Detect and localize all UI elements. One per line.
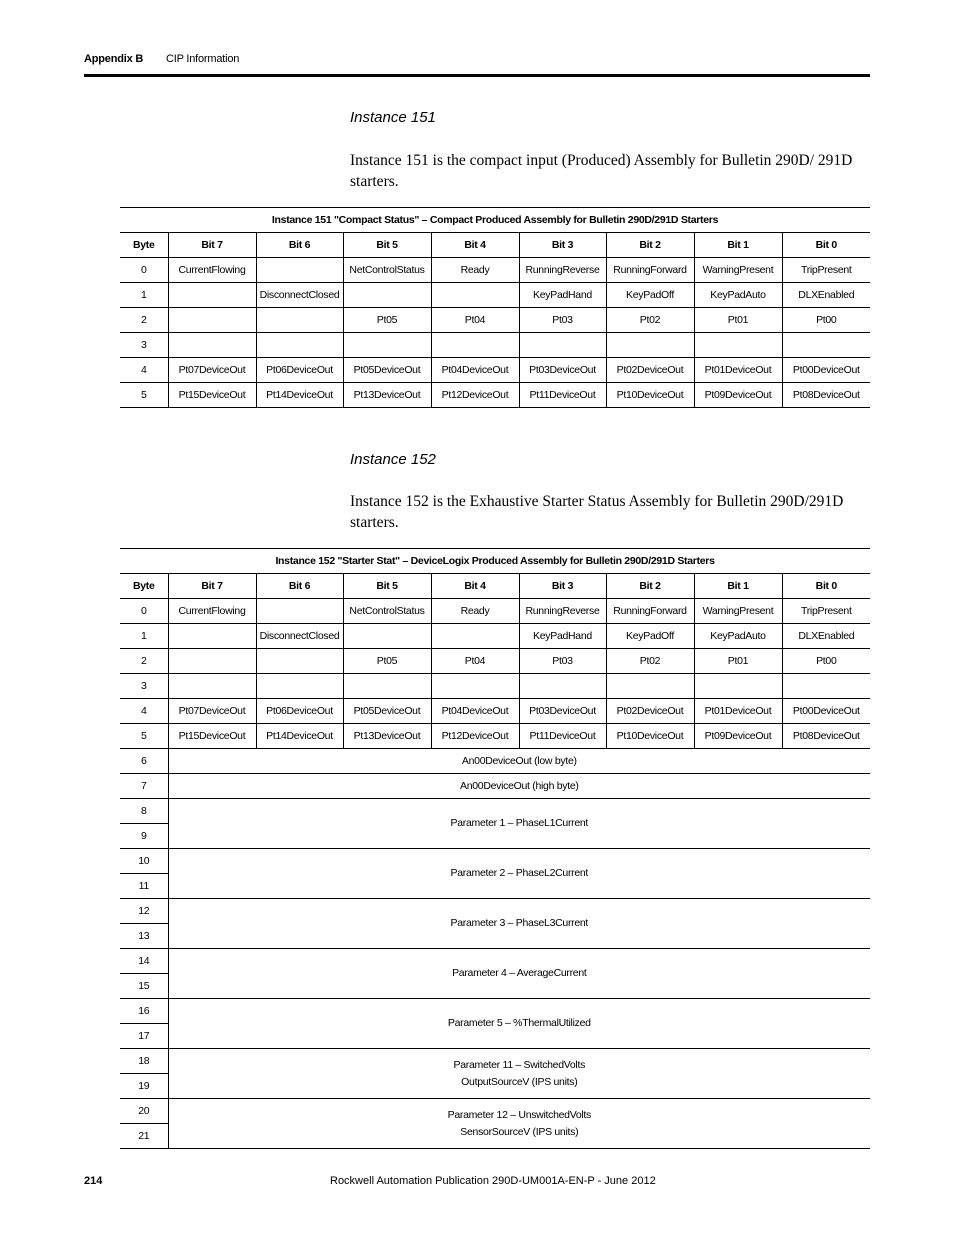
table-row xyxy=(120,724,870,749)
parameter-line: Parameter 5 – %ThermalUtilized xyxy=(447,1017,591,1029)
bit-cell: TripPresent xyxy=(782,258,870,283)
column-header: Bit 7 xyxy=(168,574,256,599)
table-row xyxy=(120,599,870,624)
bit-cell: DLXEnabled xyxy=(782,624,870,649)
bit-cell xyxy=(694,333,782,358)
column-header: Bit 2 xyxy=(606,233,694,258)
parameter-cell xyxy=(168,949,870,999)
column-header: Bit 1 xyxy=(694,574,782,599)
byte-cell: 5 xyxy=(120,383,168,408)
parameter-line: Parameter 12 – UnswitchedVolts xyxy=(447,1108,591,1121)
table-row xyxy=(120,383,870,408)
bit-cell xyxy=(256,333,343,358)
bit-cell: Pt03DeviceOut xyxy=(519,358,606,383)
column-header: Bit 6 xyxy=(256,574,343,599)
bit-cell xyxy=(256,649,343,674)
byte-cell: 8 xyxy=(120,799,168,824)
table-row xyxy=(120,849,870,874)
bit-cell xyxy=(343,333,431,358)
table-row xyxy=(120,674,870,699)
bit-cell: Pt06DeviceOut xyxy=(256,699,343,724)
table-row xyxy=(120,624,870,649)
parameter-line: Parameter 3 – PhaseL3Current xyxy=(450,917,589,929)
bit-cell: Pt05DeviceOut xyxy=(343,358,431,383)
bit-cell xyxy=(606,674,694,699)
table-row xyxy=(120,649,870,674)
bit-cell: Pt02 xyxy=(606,308,694,333)
parameter-cell xyxy=(168,999,870,1049)
bit-cell: KeyPadHand xyxy=(519,283,606,308)
table-row xyxy=(120,949,870,974)
parameter-line: SensorSourceV (IPS units) xyxy=(460,1125,579,1138)
bit-cell: NetControlStatus xyxy=(343,258,431,283)
bit-cell: Pt12DeviceOut xyxy=(431,724,519,749)
bit-cell xyxy=(431,283,519,308)
bit-cell xyxy=(431,333,519,358)
column-header: Bit 4 xyxy=(431,574,519,599)
bit-cell: Pt15DeviceOut xyxy=(168,724,256,749)
byte-cell: 0 xyxy=(120,258,168,283)
table-row xyxy=(120,1099,870,1124)
bit-cell: Pt04 xyxy=(431,649,519,674)
bit-cell: KeyPadAuto xyxy=(694,624,782,649)
byte-cell: 16 xyxy=(120,999,168,1024)
bit-cell: RunningForward xyxy=(606,599,694,624)
bit-cell: Pt00DeviceOut xyxy=(782,699,870,724)
bit-cell: KeyPadOff xyxy=(606,283,694,308)
page-number: 214 xyxy=(84,1175,103,1187)
byte-cell: 12 xyxy=(120,899,168,924)
bit-cell: Pt00 xyxy=(782,649,870,674)
chapter-title: CIP Information xyxy=(165,53,240,65)
bit-cell: Pt14DeviceOut xyxy=(256,724,343,749)
instance-151-heading: Instance 151 xyxy=(350,109,436,126)
table-title: Instance 152 "Starter Stat" – DeviceLogix Produced Assembly for Bulletin 290D/291D Starters xyxy=(120,549,870,574)
bit-cell: Pt07DeviceOut xyxy=(168,699,256,724)
bit-cell: Pt02DeviceOut xyxy=(606,358,694,383)
parameter-cell xyxy=(168,1049,870,1099)
byte-cell: 2 xyxy=(120,308,168,333)
column-header: Bit 0 xyxy=(782,233,870,258)
column-header: Bit 3 xyxy=(519,233,606,258)
byte-cell: 3 xyxy=(120,333,168,358)
byte-cell: 19 xyxy=(120,1074,168,1099)
bit-cell: WarningPresent xyxy=(694,599,782,624)
bit-cell: Pt07DeviceOut xyxy=(168,358,256,383)
parameter-line: OutputSourceV (IPS units) xyxy=(461,1075,578,1088)
value-cell: An00DeviceOut (high byte) xyxy=(168,774,870,799)
bit-cell xyxy=(256,258,343,283)
bit-cell xyxy=(256,674,343,699)
table-row xyxy=(120,333,870,358)
bit-cell xyxy=(606,333,694,358)
bit-cell: Pt14DeviceOut xyxy=(256,383,343,408)
value-cell: An00DeviceOut (low byte) xyxy=(168,749,870,774)
parameter-line: Parameter 4 – AverageCurrent xyxy=(452,967,587,979)
bit-cell xyxy=(343,624,431,649)
table-row xyxy=(120,899,870,924)
bit-cell: DLXEnabled xyxy=(782,283,870,308)
byte-cell: 5 xyxy=(120,724,168,749)
bit-cell: CurrentFlowing xyxy=(168,258,256,283)
bit-cell: Pt03 xyxy=(519,649,606,674)
table-row xyxy=(120,749,870,774)
bit-cell xyxy=(168,333,256,358)
table-row xyxy=(120,283,870,308)
bit-cell: Pt10DeviceOut xyxy=(606,383,694,408)
table-title: Instance 151 "Compact Status" – Compact Produced Assembly for Bulletin 290D/291D Starters xyxy=(120,208,870,233)
bit-cell: Pt03DeviceOut xyxy=(519,699,606,724)
parameter-cell xyxy=(168,1099,870,1149)
bit-cell: Pt01DeviceOut xyxy=(694,699,782,724)
bit-cell: Ready xyxy=(431,599,519,624)
bit-cell: Pt15DeviceOut xyxy=(168,383,256,408)
byte-cell: 7 xyxy=(120,774,168,799)
byte-cell: 21 xyxy=(120,1124,168,1149)
bit-cell: RunningReverse xyxy=(519,258,606,283)
bit-cell: CurrentFlowing xyxy=(168,599,256,624)
bit-cell: Pt04 xyxy=(431,308,519,333)
byte-cell: 9 xyxy=(120,824,168,849)
column-header: Bit 7 xyxy=(168,233,256,258)
parameter-line: Parameter 11 – SwitchedVolts xyxy=(453,1058,586,1071)
bit-cell: Pt13DeviceOut xyxy=(343,724,431,749)
bit-cell: Pt04DeviceOut xyxy=(431,358,519,383)
bit-cell xyxy=(168,283,256,308)
bit-cell: Pt05 xyxy=(343,649,431,674)
table-row xyxy=(120,774,870,799)
column-header: Bit 6 xyxy=(256,233,343,258)
bit-cell xyxy=(782,333,870,358)
table-row xyxy=(120,258,870,283)
column-header: Bit 5 xyxy=(343,233,431,258)
byte-cell: 14 xyxy=(120,949,168,974)
bit-cell: Pt09DeviceOut xyxy=(694,724,782,749)
bit-cell: Pt12DeviceOut xyxy=(431,383,519,408)
bit-cell: KeyPadHand xyxy=(519,624,606,649)
byte-cell: 0 xyxy=(120,599,168,624)
bit-cell: Ready xyxy=(431,258,519,283)
byte-cell: 1 xyxy=(120,624,168,649)
parameter-cell xyxy=(168,799,870,849)
bit-cell xyxy=(256,599,343,624)
bit-cell xyxy=(431,624,519,649)
bit-cell: TripPresent xyxy=(782,599,870,624)
instance-152-table xyxy=(120,548,870,1149)
bit-cell: Pt01 xyxy=(694,308,782,333)
byte-cell: 11 xyxy=(120,874,168,899)
table-row xyxy=(120,799,870,824)
bit-cell xyxy=(168,624,256,649)
header-row xyxy=(120,574,870,599)
bit-cell: Pt01DeviceOut xyxy=(694,358,782,383)
byte-cell: 2 xyxy=(120,649,168,674)
bit-cell xyxy=(519,333,606,358)
bit-cell: Pt04DeviceOut xyxy=(431,699,519,724)
byte-cell: 1 xyxy=(120,283,168,308)
bit-cell xyxy=(168,308,256,333)
bit-cell: Pt00 xyxy=(782,308,870,333)
bit-cell: KeyPadOff xyxy=(606,624,694,649)
parameter-line: Parameter 2 – PhaseL2Current xyxy=(450,867,589,879)
parameter-cell xyxy=(168,849,870,899)
bit-cell: KeyPadAuto xyxy=(694,283,782,308)
byte-cell: 15 xyxy=(120,974,168,999)
bit-cell xyxy=(782,674,870,699)
column-header: Bit 2 xyxy=(606,574,694,599)
bit-cell: Pt06DeviceOut xyxy=(256,358,343,383)
bit-cell: Pt05 xyxy=(343,308,431,333)
bit-cell xyxy=(343,283,431,308)
bit-cell: Pt10DeviceOut xyxy=(606,724,694,749)
parameter-cell xyxy=(168,899,870,949)
instance-151-paragraph: Instance 151 is the compact input (Produced) Assembly for Bulletin 290D/ 291D starters. xyxy=(350,152,853,190)
column-header: Bit 1 xyxy=(694,233,782,258)
byte-cell: 10 xyxy=(120,849,168,874)
bit-cell: Pt08DeviceOut xyxy=(782,383,870,408)
bit-cell: RunningForward xyxy=(606,258,694,283)
bit-cell: Pt01 xyxy=(694,649,782,674)
bit-cell: Pt05DeviceOut xyxy=(343,699,431,724)
byte-cell: 18 xyxy=(120,1049,168,1074)
bit-cell xyxy=(519,674,606,699)
column-header: Bit 3 xyxy=(519,574,606,599)
bit-cell: NetControlStatus xyxy=(343,599,431,624)
column-header: Byte xyxy=(120,574,168,599)
byte-cell: 4 xyxy=(120,699,168,724)
byte-cell: 20 xyxy=(120,1099,168,1124)
bit-cell xyxy=(168,649,256,674)
bit-cell xyxy=(431,674,519,699)
instance-152-heading: Instance 152 xyxy=(350,451,436,468)
parameter-line: Parameter 1 – PhaseL1Current xyxy=(450,817,589,829)
byte-cell: 4 xyxy=(120,358,168,383)
appendix-label: Appendix B xyxy=(84,53,144,65)
bit-cell: Pt02 xyxy=(606,649,694,674)
table-row xyxy=(120,999,870,1024)
bit-cell: Pt11DeviceOut xyxy=(519,724,606,749)
instance-152-paragraph: Instance 152 is the Exhaustive Starter Status Assembly for Bulletin 290D/291D starters. xyxy=(350,493,844,531)
byte-cell: 3 xyxy=(120,674,168,699)
header-rule xyxy=(84,74,870,77)
column-header: Bit 4 xyxy=(431,233,519,258)
bit-cell xyxy=(343,674,431,699)
column-header: Byte xyxy=(120,233,168,258)
bit-cell: Pt09DeviceOut xyxy=(694,383,782,408)
bit-cell: Pt08DeviceOut xyxy=(782,724,870,749)
bit-cell: DisconnectClosed xyxy=(256,624,343,649)
page-header xyxy=(84,53,239,65)
byte-cell: 17 xyxy=(120,1024,168,1049)
bit-cell: Pt02DeviceOut xyxy=(606,699,694,724)
bit-cell xyxy=(256,308,343,333)
table-row xyxy=(120,699,870,724)
table-row xyxy=(120,358,870,383)
bit-cell xyxy=(168,674,256,699)
bit-cell: Pt13DeviceOut xyxy=(343,383,431,408)
table-row xyxy=(120,308,870,333)
bit-cell: RunningReverse xyxy=(519,599,606,624)
column-header: Bit 5 xyxy=(343,574,431,599)
bit-cell: Pt11DeviceOut xyxy=(519,383,606,408)
table-row xyxy=(120,1049,870,1074)
bit-cell: DisconnectClosed xyxy=(256,283,343,308)
column-header: Bit 0 xyxy=(782,574,870,599)
bit-cell: WarningPresent xyxy=(694,258,782,283)
byte-cell: 6 xyxy=(120,749,168,774)
byte-cell: 13 xyxy=(120,924,168,949)
bit-cell: Pt03 xyxy=(519,308,606,333)
bit-cell xyxy=(694,674,782,699)
bit-cell: Pt00DeviceOut xyxy=(782,358,870,383)
header-row xyxy=(120,233,870,258)
instance-151-table xyxy=(120,207,870,408)
publication-info: Rockwell Automation Publication 290D-UM001A-EN-P - June 2012 xyxy=(330,1175,656,1187)
